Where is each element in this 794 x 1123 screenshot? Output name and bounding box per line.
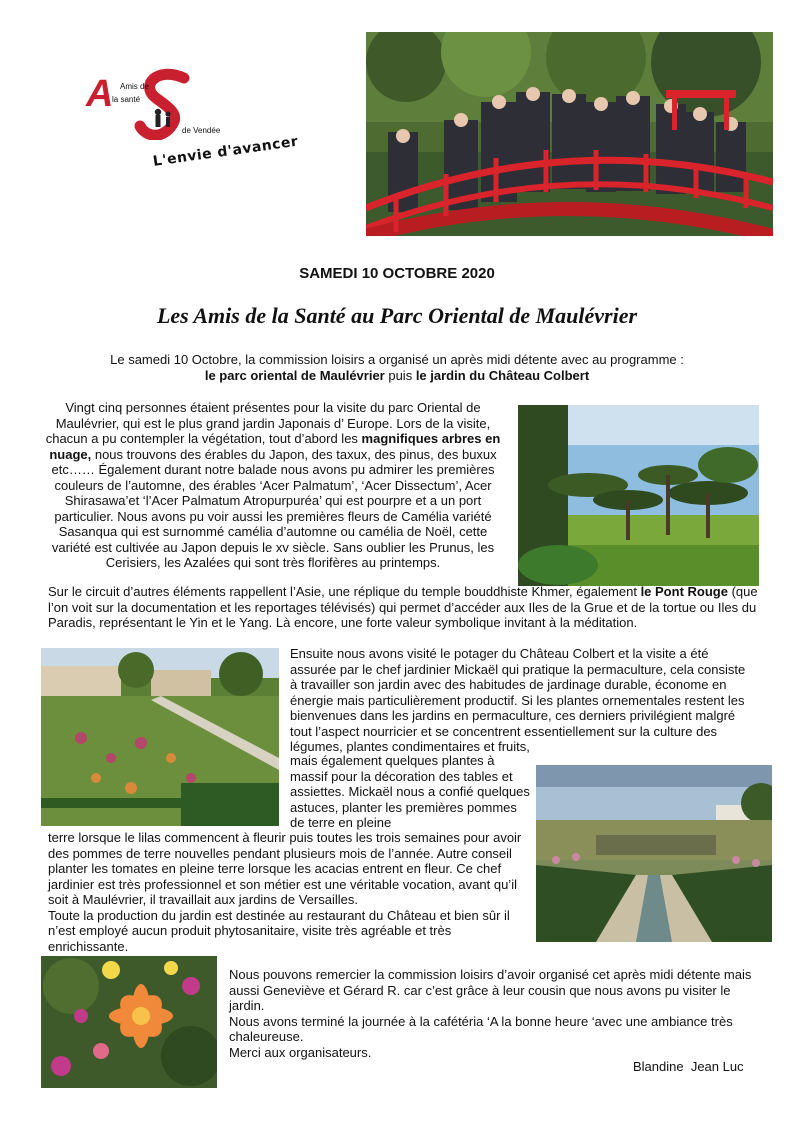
canal-garden-photo: [536, 765, 772, 942]
signature: Blandine Jean Luc: [633, 1059, 744, 1074]
group-on-red-bridge-photo: [366, 32, 773, 236]
para1-text-b: nous trouvons des érables du Japon, des taxux, des pinus, des buxux etc…… Également durant notre balade nous avons pu admirer les premières couleurs de l’automne, des érables ‘Acer Palmatum’, ‘Acer Dissectum’, Acer Shirasawa’et ‘l’Acer Palmatum Atropurpuréa’ qui est pourpre et a un port particulier. Nous avons pu voir aussi les premières fleurs de Camélia variété Sasanqua qui est surnommé camélia d’automne ou camélia de Noël, cette variété est cultivée au Japon depuis le xv siècle. Sans oublier les Prunus, les Cerisiers, les Azalées qui sont très florifères au printemps.: [51, 446, 497, 570]
paragraph-chateau-garden-cont: mais également quelques plantes à massif pour la décoration des tables et assiettes. Mickaël nous a confié quelques astuces, planter les premières pommes de terre en pleine: [290, 753, 530, 830]
intro-connector: puis: [384, 368, 416, 383]
logo-org-line2: la santé: [112, 95, 141, 104]
place-chateau-garden: le jardin du Château Colbert: [415, 368, 590, 383]
para5-text-b: Nous avons terminé la journée à la cafétéria ‘A la bonne heure ‘avec une ambiance très chaleureuse.: [229, 1013, 733, 1044]
logo-org-line1: Amis de: [120, 82, 149, 91]
place-oriental-park: le parc oriental de Maulévrier: [204, 368, 385, 383]
article-date: SAMEDI 10 OCTOBRE 2020: [299, 265, 495, 282]
para1-bold: magnifiques arbres en nuage,: [49, 431, 501, 462]
para4-text-b: Toute la production du jardin est destinée au restaurant du Château et bien sûr il n’est employé aucun produit phytosanitaire, visite très agréable et très enrichissante.: [48, 907, 510, 954]
intro: [40, 352, 754, 384]
logo-org-line3: de Vendée: [182, 126, 221, 135]
paragraph-oriental-park: [40, 400, 506, 571]
para2-text-a: Sur le circuit d’autres éléments rappellent l’Asie, une réplique du temple bouddhiste Khmer, également: [48, 584, 641, 599]
dahlia-flowers-photo: [41, 956, 217, 1088]
logo: [84, 68, 234, 140]
para2-text-b: (que l’on voit sur la documentation et les reportages télévisés) qui permet d’accéder aux Iles de la Grue et de la tortue ou Iles du Paradis, représentant le Yin et le Yang. Là encore, une forte valeur symbolique invitant à la méditation.: [48, 584, 758, 630]
cloud-trees-garden-photo: [518, 405, 759, 586]
intro-places: [40, 368, 754, 384]
kitchen-garden-photo: [41, 648, 279, 826]
logo-slogan: L'envie d'avancer: [152, 133, 300, 170]
para2-bold: le Pont Rouge: [640, 584, 728, 599]
para4-text-a: terre lorsque le lilas commencent à fleurir puis toutes les trois semaines pour avoir des pommes de terre nouvelles pendant plusieurs mois de l’année. Autre conseil planter les tomates en pleine terre lorsque les acacias entrent en fleur. Ce chef jardinier est très professionnel et son métier est une véritable vocation, avant qu’il soit à Maulévrier, il travaillait aux jardins de Versailles.: [48, 830, 522, 907]
para5-text-a: Nous pouvons remercier la commission loisirs d’avoir organisé cet après midi détente mais aussi Geneviève et Gérard R. car c’est grâce à leur cousin que nous avons pu visiter le jardin.: [229, 967, 752, 1013]
paragraph-chateau-garden: Ensuite nous avons visité le potager du Château Colbert et la visite a été assurée par le chef jardinier Mickaël qui pratique la permaculture, cela consiste à travailler son jardin avec des habitudes de jardinage durable, économe en énergie mais particulièrement productif. Si les plantes ornementales restent les bienvenues dans les jardins en permaculture, ces derniers privilégient malgré tout l’aspect nourricier et se concentrent essentiellement sur la culture des légumes, plantes condimentaires et fruits,: [290, 646, 746, 754]
article-title: Les Amis de la Santé au Parc Oriental de Maulévrier: [156, 303, 638, 328]
paragraph-thanks: [229, 967, 759, 1060]
svg-text:A: A: [86, 73, 114, 115]
paragraph-red-bridge: [48, 584, 760, 631]
para1-text-a: Vingt cinq personnes étaient présentes pour la visite du parc Oriental de Maulévrier, qui est le plus grand jardin Japonais d’ Europe. Lors de la visite, chacun a pu contempler la végétation, tout d’abord les: [45, 400, 491, 446]
intro-line: Le samedi 10 Octobre, la commission loisirs a organisé un après midi détente avec au programme :: [110, 352, 684, 367]
paragraph-advice: [48, 830, 528, 954]
para5-text-c: Merci aux organisateurs.: [229, 1044, 372, 1060]
